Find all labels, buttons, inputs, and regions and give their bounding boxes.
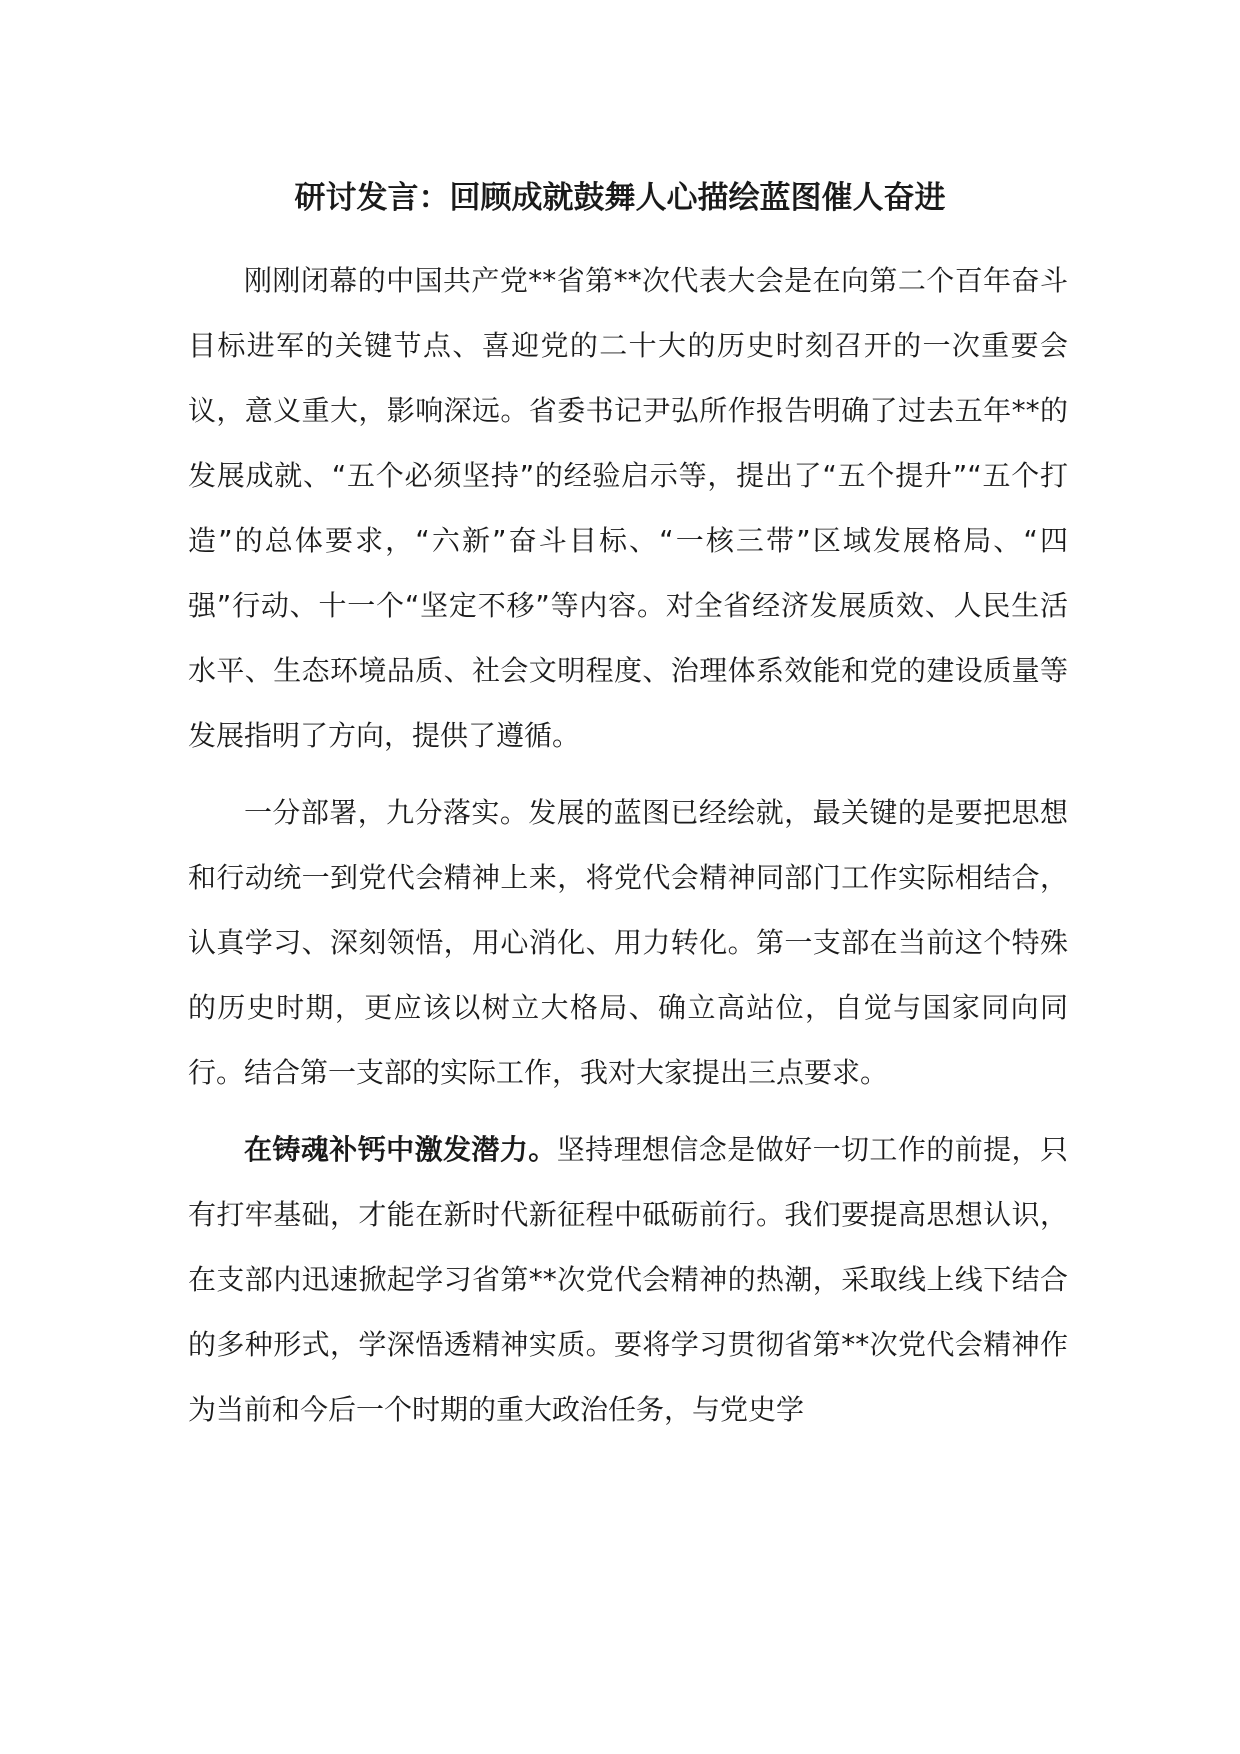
paragraph-3-lead: 在铸魂补钙中激发潜力。 (244, 1133, 557, 1166)
paragraph-1-text: 刚刚闭幕的中国共产党**省第**次代表大会是在向第二个百年奋斗目标进军的关键节点、喜迎党的二十大的历史时刻召开的一次重要会议，意义重大，影响深远。省委书记尹弘所作报告明确了过去五年**的发展成就、“五个必须坚持”的经验启示等，提出了“五个提升”“五个打造”的总体要求，“六新”奋斗目标、“一核三带”区域发展格局、“四强”行动、十一个“坚定不移”等内容。对全省经济发展质效、人民生活水平、生态环境品质、社会文明程度、治理体系效能和党的建设质量等发展指明了方向，提供了遵循。 (188, 264, 1068, 752)
paragraph-1 (188, 248, 1068, 768)
paragraph-2 (188, 780, 1068, 1105)
document-body (188, 248, 1068, 1442)
paragraph-3 (188, 1117, 1068, 1442)
document-title: 研讨发言：回顾成就鼓舞人心描绘蓝图催人奋进 (294, 180, 946, 216)
paragraph-3-text: 坚持理想信念是做好一切工作的前提，只有打牢基础，才能在新时代新征程中砥砺前行。我们要提高思想认识，在支部内迅速掀起学习省第**次党代会精神的热潮，采取线上线下结合的多种形式，学深悟透精神实质。要将学习贯彻省第**次党代会精神作为当前和今后一个时期的重大政治任务，与党史学 (188, 1133, 1068, 1426)
paragraph-2-text: 一分部署，九分落实。发展的蓝图已经绘就，最关键的是要把思想和行动统一到党代会精神上来，将党代会精神同部门工作实际相结合，认真学习、深刻领悟，用心消化、用力转化。第一支部在当前这个特殊的历史时期，更应该以树立大格局、确立高站位，自觉与国家同向同行。结合第一支部的实际工作，我对大家提出三点要求。 (188, 796, 1068, 1089)
